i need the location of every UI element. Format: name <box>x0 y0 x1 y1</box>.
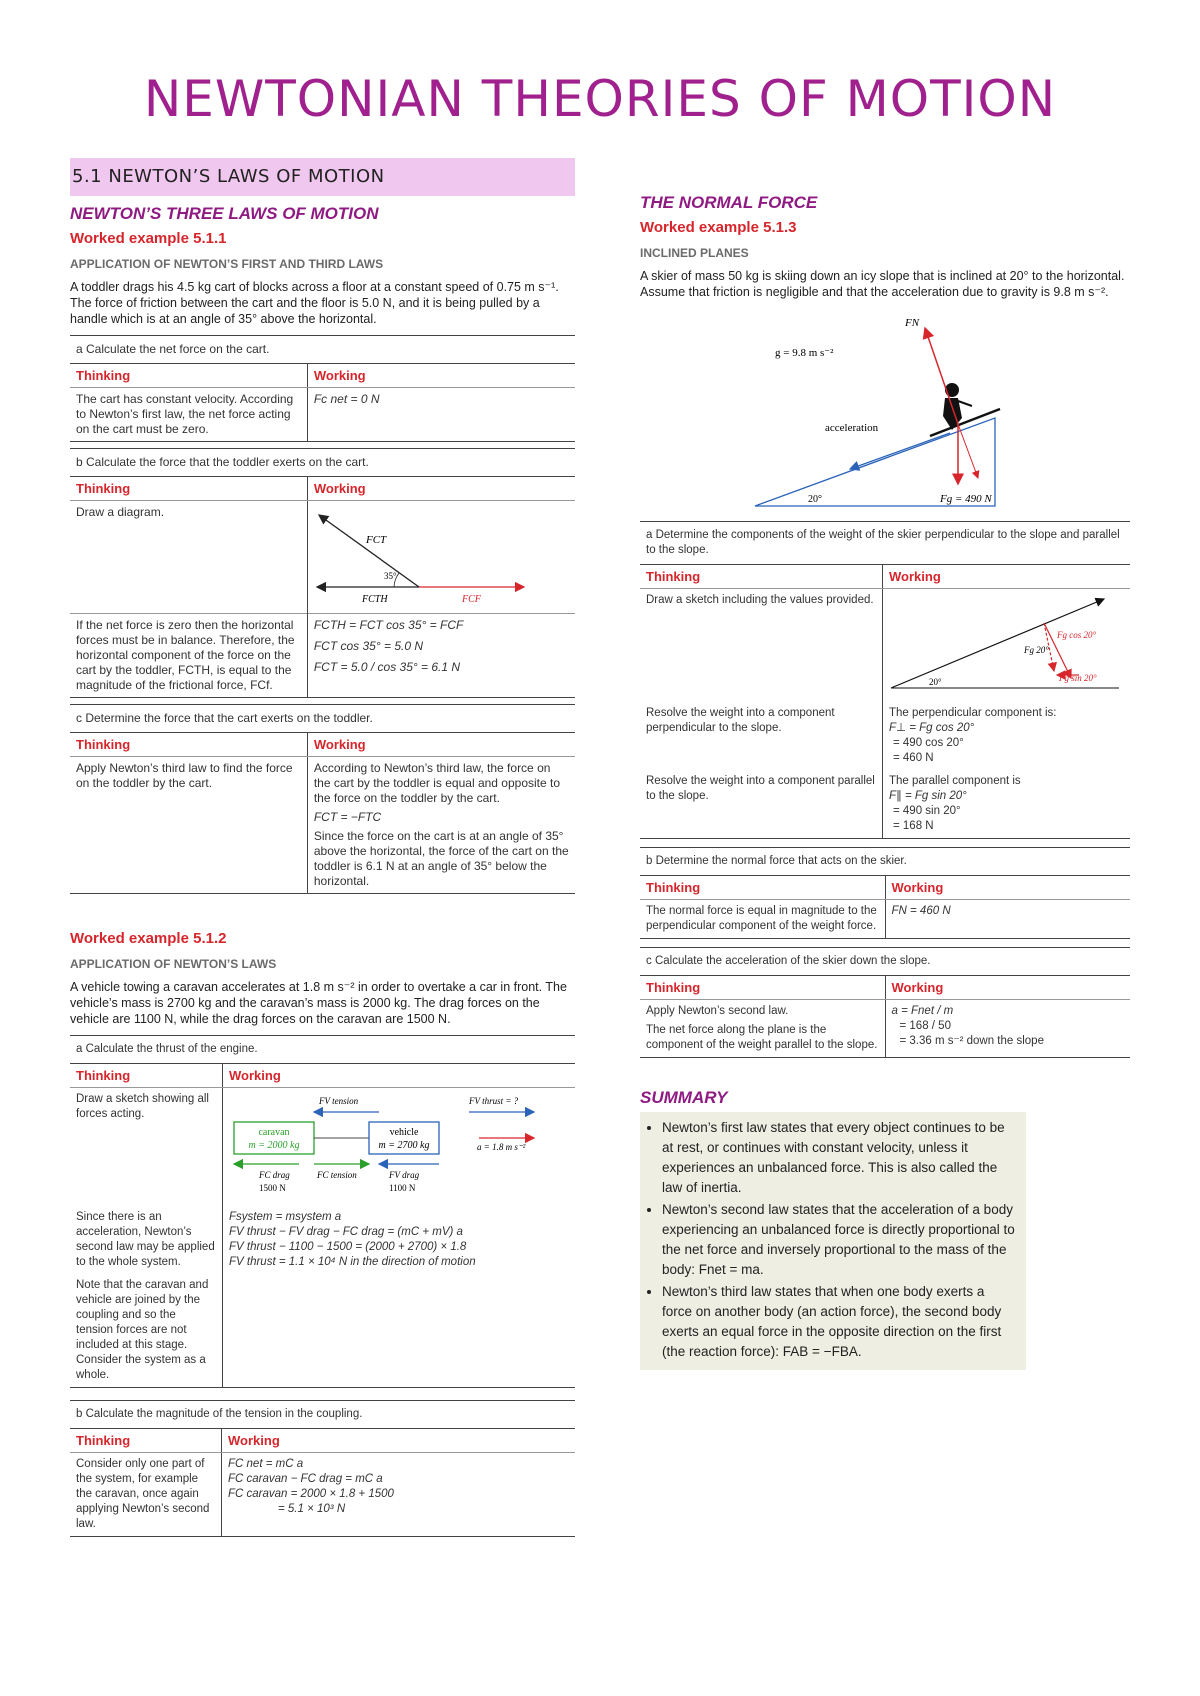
thinking-text: Draw a diagram. <box>70 501 307 614</box>
working-line: Since the force on the cart is at an angle of 35° above the horizontal, the force of the cart on the toddler is 6.1 N at an angle of 35° below the horizontal. <box>313 829 569 888</box>
cos-label: Fg cos 20° <box>1057 630 1097 640</box>
example-1-part-a <box>70 335 575 442</box>
working-line: FV thrust − 1100 − 1500 = (2000 + 2700) × 1.8 <box>229 1241 467 1253</box>
working-text <box>883 770 1131 839</box>
subhead-normal-force: THE NORMAL FORCE <box>640 193 818 212</box>
working-line: According to Newton’s third law, the force on the cart by the toddler is equal and opposite to the force on the toddler by the cart. <box>313 761 561 805</box>
working-text <box>307 757 575 894</box>
example-3-part-b <box>640 847 1130 939</box>
working-heading: Working <box>223 1064 576 1088</box>
weight-component-arrow <box>958 424 978 478</box>
working-line: FCT cos 35° = 5.0 N <box>313 639 424 653</box>
working-line: = 460 N <box>893 752 934 764</box>
caravan-label: caravan <box>258 1127 290 1138</box>
working-heading: Working <box>307 364 575 388</box>
working-line: = 5.1 × 10³ N <box>278 1503 346 1515</box>
question-c: c Determine the force that the cart exerts on the toddler. <box>70 705 575 733</box>
thinking-text: Draw a sketch showing all forces acting. <box>70 1088 223 1207</box>
thinking-heading: Thinking <box>70 733 307 757</box>
fc-tension-label: FC tension <box>317 1170 357 1180</box>
thinking-heading: Thinking <box>70 1064 223 1088</box>
fg-label: Fg = 490 N <box>940 493 992 505</box>
fct-arrow <box>319 515 419 587</box>
thinking-line: Apply Newton’s second law. <box>646 1005 789 1017</box>
vehicle-mass: m = 2700 kg <box>378 1140 430 1151</box>
working-text: Fc net = 0 N <box>307 388 575 442</box>
thinking-text: The cart has constant velocity. According to Newton’s first law, the net force acting on the cart must be zero. <box>70 388 307 442</box>
example-2-part-b <box>70 1400 575 1537</box>
working-heading: Working <box>885 976 1130 1000</box>
component-sketch-cell <box>883 589 1131 703</box>
worked-example-intro: A vehicle towing a caravan accelerates at 1.8 m s⁻² in order to overtake a car in front. The vehicle’s mass is 2700 kg and the caravan’s mass is 2000 kg. The drag forces on the vehicle are 1100 N, while the drag forces on the caravan are 1500 N. <box>70 980 567 1026</box>
fcf-label: FCF <box>461 594 481 605</box>
fv-thrust-label: FV thrust = ? <box>469 1096 519 1106</box>
thinking-text: The normal force is equal in magnitude to the perpendicular component of the weight force. <box>640 900 885 939</box>
worked-example-intro: A skier of mass 50 kg is skiing down an icy slope that is inclined at 20° to the horizontal. Assume that friction is negligible and that the acceleration due to gravity is 9.8 m s⁻². <box>640 269 1125 299</box>
fv-drag-label: FV drag <box>389 1170 420 1180</box>
worked-example-subtitle: INCLINED PLANES <box>640 246 749 260</box>
working-line: a = Fnet / m <box>891 1005 954 1017</box>
fcth-label: FCTH <box>361 594 388 605</box>
accel-label: a = 1.8 m s⁻² <box>477 1142 526 1152</box>
question-b: b Determine the normal force that acts on the skier. <box>640 848 1130 876</box>
working-line: F∥ = Fg sin 20° <box>889 790 967 802</box>
working-heading: Working <box>883 565 1131 589</box>
vehicle-diagram-cell <box>223 1088 576 1207</box>
working-line: FV thrust − FV drag − FC drag = (mC + mV) a <box>229 1226 463 1238</box>
vehicle-caravan-diagram <box>229 1092 569 1197</box>
working-line: The perpendicular component is: <box>889 707 1057 719</box>
working-line: FCT = 5.0 / cos 35° = 6.1 N <box>313 660 461 674</box>
skier-diagram <box>640 306 1130 511</box>
thinking-heading: Thinking <box>640 565 883 589</box>
page-title: NEWTONIAN THEORIES OF MOTION <box>143 70 1057 128</box>
thinking-text <box>70 1206 223 1388</box>
thinking-text: Resolve the weight into a component parallel to the slope. <box>640 770 883 839</box>
summary-item: • Newton’s first law states that every object continues to be at rest, or continues with constant velocity, unless it experiences an unbalanced force. This is also called the law of inertia. <box>662 1118 1016 1198</box>
working-heading: Working <box>222 1429 576 1453</box>
thinking-text: Draw a sketch including the values provided. <box>640 589 883 703</box>
working-line: = 490 sin 20° <box>893 805 961 817</box>
working-line: = 168 N <box>893 820 934 832</box>
question-c: c Calculate the acceleration of the skier down the slope. <box>640 948 1130 976</box>
fv-tension-label: FV tension <box>319 1096 359 1106</box>
component-sketch <box>889 593 1124 693</box>
worked-example-title: Worked example 5.1.3 <box>640 219 797 236</box>
working-line: Fsystem = msystem a <box>229 1211 342 1223</box>
summary-title: SUMMARY <box>640 1088 728 1107</box>
question-a: a Determine the components of the weight of the skier perpendicular to the slope and parallel to the slope. <box>640 522 1130 565</box>
working-text <box>883 702 1131 770</box>
thinking-heading: Thinking <box>640 976 885 1000</box>
acceleration-arrow <box>850 433 950 469</box>
thinking-text: Consider only one part of the system, for example the caravan, once again applying Newton’s second law. <box>70 1453 222 1537</box>
cart-force-diagram <box>314 505 529 605</box>
summary-list <box>646 1118 1016 1362</box>
working-line: = 490 cos 20° <box>893 737 964 749</box>
thinking-text: Resolve the weight into a component perpendicular to the slope. <box>640 702 883 770</box>
left-column <box>70 158 575 1537</box>
fc-drag-label: FC drag <box>259 1170 290 1180</box>
right-column <box>640 185 1130 1370</box>
working-heading: Working <box>307 477 575 501</box>
thinking-line: The net force along the plane is the component of the weight parallel to the slope. <box>646 1024 878 1051</box>
working-line: FCT = −FTC <box>313 810 382 824</box>
fg-angle-label: Fg 20° <box>1024 645 1049 655</box>
example-1-part-c <box>70 704 575 894</box>
working-text <box>223 1206 576 1388</box>
question-b: b Calculate the force that the toddler exerts on the cart. <box>70 449 575 477</box>
question-a: a Calculate the net force on the cart. <box>70 336 575 364</box>
worked-example-title: Worked example 5.1.1 <box>70 230 227 247</box>
vehicle-label: vehicle <box>389 1127 419 1138</box>
working-heading: Working <box>307 733 575 757</box>
working-line: FC net = mC a <box>228 1458 304 1470</box>
worked-example-subtitle: APPLICATION OF NEWTON’S LAWS <box>70 957 277 971</box>
question-b: b Calculate the magnitude of the tension in the coupling. <box>70 1401 575 1429</box>
working-text <box>307 614 575 698</box>
force-diagram-cart <box>307 501 575 614</box>
working-line: F⊥ = Fg cos 20° <box>889 722 975 734</box>
gravity-label: g = 9.8 m s⁻² <box>775 347 834 359</box>
working-text <box>885 1000 1130 1058</box>
subhead-three-laws: NEWTON’S THREE LAWS OF MOTION <box>70 204 379 223</box>
section-header: 5.1 NEWTON’S LAWS OF MOTION <box>70 158 575 196</box>
fv-drag-value: 1100 N <box>389 1183 416 1193</box>
summary-item: • Newton’s second law states that the acceleration of a body experiencing an unbalanced force is directly proportional to the net force and inversely proportional to the mass of the body: Fnet = ma. <box>662 1200 1016 1280</box>
question-a: a Calculate the thrust of the engine. <box>70 1036 575 1064</box>
normal-force-arrow <box>925 328 958 424</box>
working-line: = 3.36 m s⁻² down the slope <box>899 1035 1044 1047</box>
example-3-part-a <box>640 521 1130 839</box>
skier-figure <box>930 383 1000 436</box>
fct-label: FCT <box>365 534 387 546</box>
angle-label: 35° <box>383 571 397 581</box>
working-heading: Working <box>885 876 1130 900</box>
thinking-line: Note that the caravan and vehicle are joined by the coupling and so the tension forces are not included at this stage. Consider the system as a whole. <box>76 1279 209 1381</box>
acceleration-label: acceleration <box>825 422 879 434</box>
sin-label: Fg sin 20° <box>1059 673 1097 683</box>
working-line: FC caravan − FC drag = mC a <box>228 1473 383 1485</box>
thinking-heading: Thinking <box>640 876 885 900</box>
working-line: FC caravan = 2000 × 1.8 + 1500 <box>228 1488 394 1500</box>
worked-example-intro: A toddler drags his 4.5 kg cart of blocks across a floor at a constant speed of 0.75 m s⁻¹. The force of friction between the cart and the floor is 5.0 N, and it is being pulled by a handle which is at an angle of 35° above the horizontal. <box>70 280 559 326</box>
thinking-heading: Thinking <box>70 477 307 501</box>
thinking-line: Since there is an acceleration, Newton’s second law may be applied to the whole system. <box>76 1211 215 1268</box>
example-2-part-a <box>70 1035 575 1388</box>
working-text <box>222 1453 576 1537</box>
sketch-angle: 20° <box>929 677 942 687</box>
fc-drag-value: 1500 N <box>259 1183 286 1193</box>
thinking-text: Apply Newton’s third law to find the force on the toddler by the cart. <box>70 757 307 894</box>
worked-example-subtitle: APPLICATION OF NEWTON’S FIRST AND THIRD LAWS <box>70 257 384 271</box>
working-line: FCTH = FCT cos 35° = FCF <box>313 618 464 632</box>
worked-example-title: Worked example 5.1.2 <box>70 930 227 947</box>
working-line: FV thrust = 1.1 × 10⁴ N in the direction of motion <box>229 1256 476 1268</box>
slope-angle-label: 20° <box>808 494 822 505</box>
fn-label: FN <box>905 317 920 329</box>
thinking-heading: Thinking <box>70 1429 222 1453</box>
working-text: FN = 460 N <box>885 900 1130 939</box>
example-1-part-b <box>70 448 575 698</box>
thinking-text <box>640 1000 885 1058</box>
working-line: The parallel component is <box>889 775 1021 787</box>
thinking-heading: Thinking <box>70 364 307 388</box>
summary-item: • Newton’s third law states that when one body exerts a force on another body (an action force), the second body exerts an equal force in the opposite direction on the first (the reaction force): FAB = −FBA. <box>662 1282 1016 1362</box>
summary-box <box>640 1112 1026 1370</box>
caravan-mass: m = 2000 kg <box>248 1140 300 1151</box>
thinking-text: If the net force is zero then the horizontal forces must be in balance. Therefore, the horizontal component of the force on the cart by the toddler, FCTH, is equal to the magnitude of the frictional force, FCf. <box>70 614 307 698</box>
working-line: = 168 / 50 <box>899 1020 951 1032</box>
example-3-part-c <box>640 947 1130 1058</box>
